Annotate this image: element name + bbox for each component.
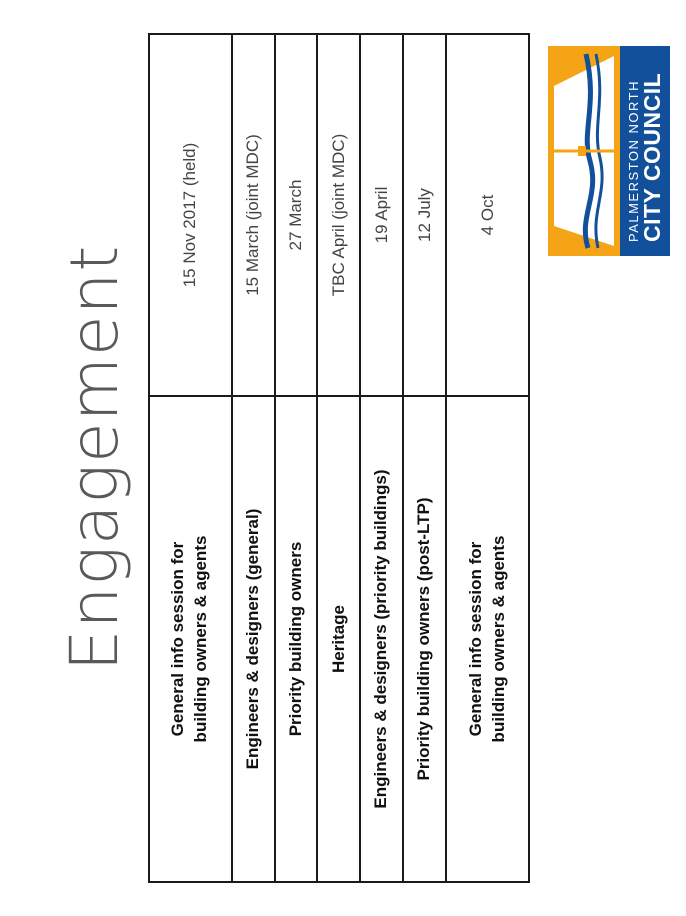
table-row [317, 34, 360, 882]
event-label-line1: General info session for [465, 541, 485, 737]
logo-line1: PALMERSTON NORTH [626, 80, 641, 242]
event-cell [360, 396, 403, 882]
date-cell: 27 March [275, 34, 318, 396]
date-cell: TBC April (joint MDC) [317, 34, 360, 396]
city-emblem-icon [548, 46, 620, 256]
table-row [149, 34, 232, 882]
table-row [275, 34, 318, 882]
slide-title: Engagement [56, 244, 133, 672]
event-cell [403, 396, 446, 882]
event-label-line1: Engineers & designers (general) [242, 508, 262, 770]
table-row [446, 34, 529, 882]
event-cell [232, 396, 275, 882]
event-label-line1: Engineers & designers (priority buildings) [371, 469, 391, 809]
logo-text [620, 46, 670, 256]
date-cell: 4 Oct [446, 34, 529, 396]
engagement-table [148, 33, 530, 883]
event-label-line1: Priority building owners [285, 541, 305, 737]
date-cell: 15 Nov 2017 (held) [149, 34, 232, 396]
event-cell [149, 396, 232, 882]
event-cell [317, 396, 360, 882]
event-label-line2: building owners & agents [191, 535, 211, 743]
logo-line2: CITY COUNCIL [639, 72, 665, 242]
event-label-line1: Heritage [328, 604, 348, 674]
date-cell: 15 March (joint MDC) [232, 34, 275, 396]
table-row [360, 34, 403, 882]
event-cell [446, 396, 529, 882]
date-cell: 19 April [360, 34, 403, 396]
event-label-line1: General info session for [168, 541, 188, 737]
event-label-line2: building owners & agents [488, 535, 508, 743]
event-label-line1: Priority building owners (post-LTP) [414, 497, 434, 781]
date-cell: 12 July [403, 34, 446, 396]
table-row [232, 34, 275, 882]
event-cell [275, 396, 318, 882]
council-logo [548, 46, 670, 256]
table-row [403, 34, 446, 882]
